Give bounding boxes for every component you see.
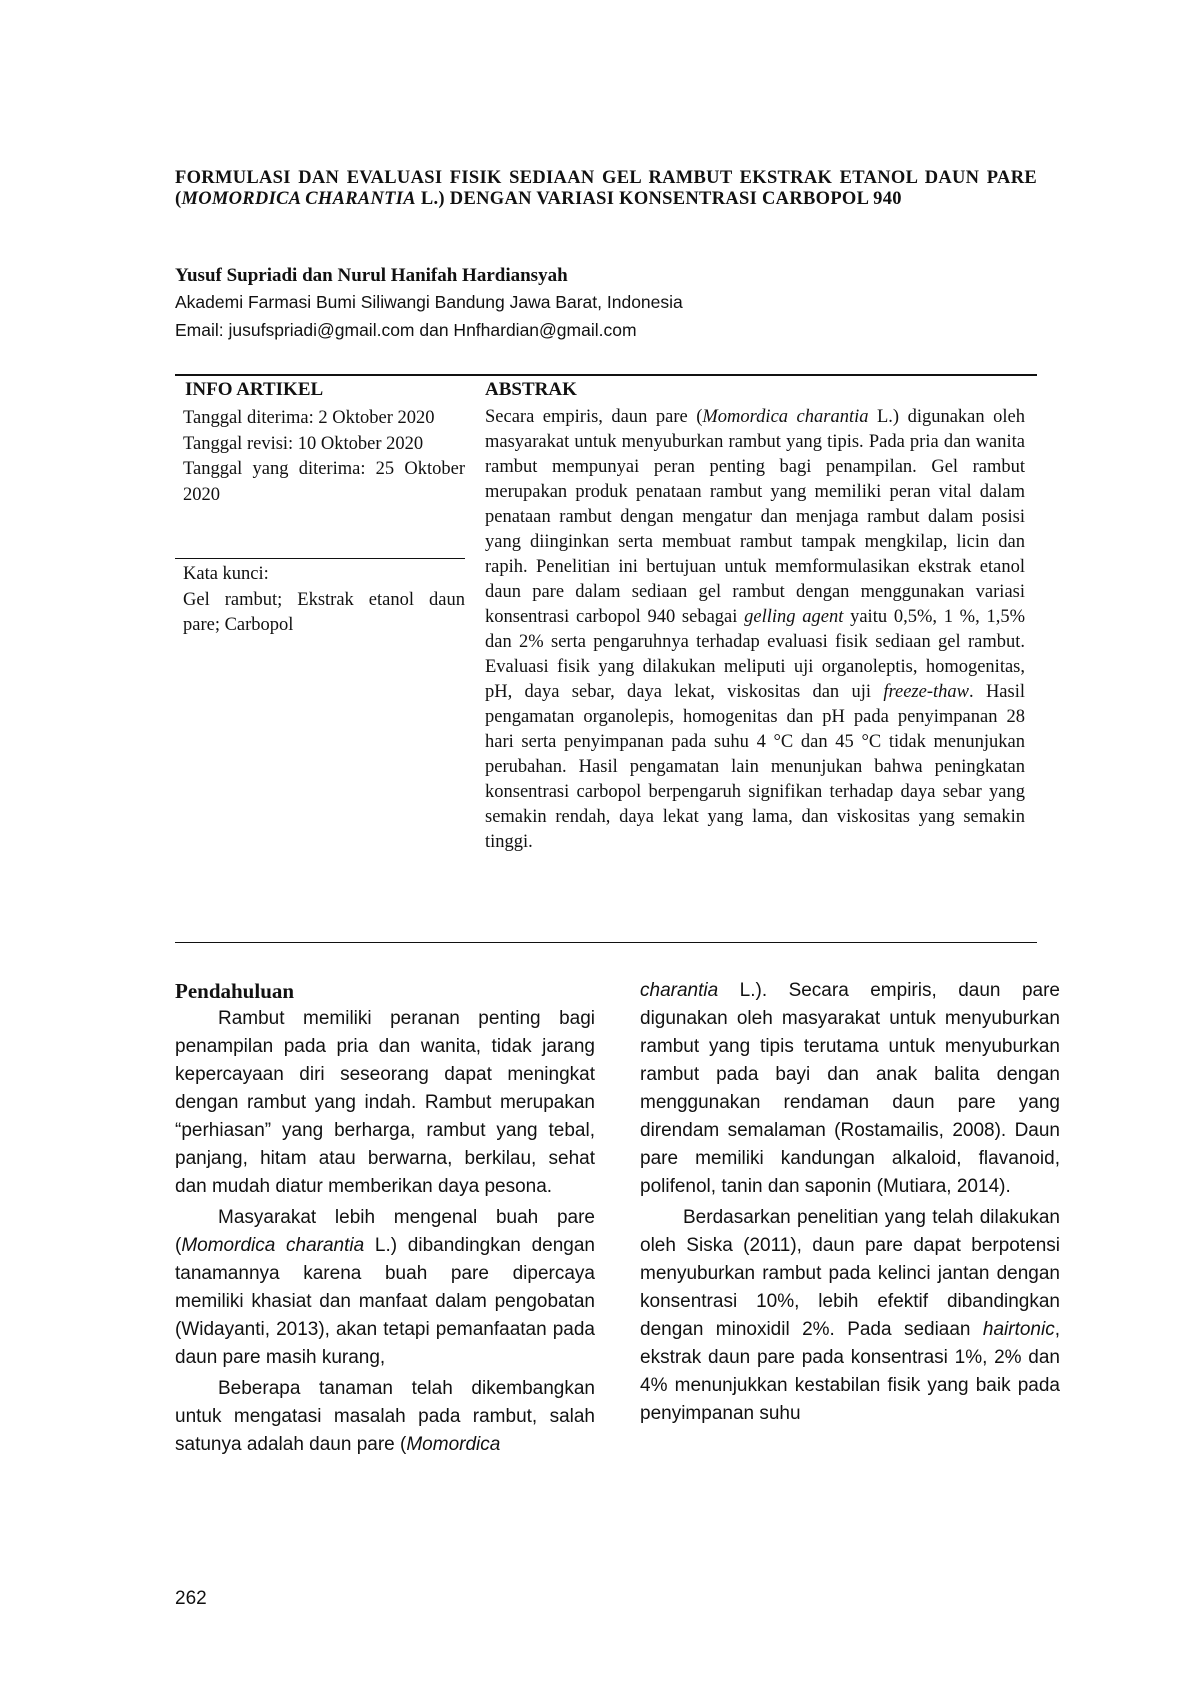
paragraph: Rambut memiliki peranan penting bagi penampilan pada pria dan wanita, tidak jarang kepercayaan diri seseorang dapat meningkat dengan rambut yang indah. Rambut merupakan “perhiasan” yang berharga, rambut yang tebal, panjang, hitam atau berwarna, berkilau, sehat dan mudah diatur memberikan daya pesona. [175, 1008, 595, 1197]
page-number: 262 [175, 1588, 207, 1609]
authors: Yusuf Supriadi dan Nurul Hanifah Hardiansyah [175, 265, 568, 286]
body-left-column [175, 977, 595, 1459]
received-date: Tanggal diterima: 2 Oktober 2020 [183, 408, 435, 428]
info-heading: INFO ARTIKEL [185, 379, 324, 400]
article-info [183, 406, 465, 508]
paragraph: Berdasarkan penelitian yang telah dilakukan oleh Siska (2011), daun pare dapat berpotensi menyuburkan rambut pada kelinci jantan dengan konsentrasi 10%, lebih efektif dibandingkan dengan minoxidil 2%. Pada sediaan hairtonic, ekstrak daun pare pada konsentrasi 1%, 2% dan 4% menunjukkan kestabilan fisik yang baik pada penyimpanan suhu [640, 1207, 1060, 1424]
email: Email: jusufspriadi@gmail.com dan Hnfhardian@gmail.com [175, 320, 637, 340]
accepted-date: Tanggal yang diterima: 25 Oktober 2020 [183, 459, 465, 505]
abstract-text: Secara empiris, daun pare (Momordica charantia L.) digunakan oleh masyarakat untuk menyuburkan rambut yang tipis. Pada pria dan wanita rambut mempunyai peran penting bagi penampilan. Gel rambut merupakan produk penataan rambut yang memiliki peran vital dalam penataan rambut dengan mengatur dan menjaga rambut dalam posisi yang diinginkan serta membuat rambut tampak mengkilap, licin dan rapih. Penelitian ini bertujuan untuk memformulasikan ekstrak etanol daun pare dalam sediaan gel rambut dengan menggunakan variasi konsentrasi carbopol 940 sebagai gelling agent yaitu 0,5%, 1 %, 1,5% dan 2% serta pengaruhnya terhadap evaluasi fisik sediaan gel rambut. Evaluasi fisik yang dilakukan meliputi uji organoleptis, homogenitas, pH, daya sebar, daya lekat, viskositas dan uji freeze-thaw. Hasil pengamatan organolepis, homogenitas dan pH pada penyimpanan 28 hari serta penyimpanan pada suhu 4 °C dan 45 °C tidak menunjukan perubahan. Hasil pengamatan lain menunjukan bahwa peningkatan konsentrasi carbopol berpengaruh signifikan terhadap daya sebar yang semakin rendah, daya lekat yang lama, dan viskositas yang semakin tinggi. [485, 407, 1026, 852]
keywords: Gel rambut; Ekstrak etanol daun pare; Carbopol [183, 589, 465, 635]
table-top-rule [175, 374, 1037, 376]
article-title: FORMULASI DAN EVALUASI FISIK SEDIAAN GEL RAMBUT EKSTRAK ETANOL DAUN PARE (MOMORDICA CHARANTIA L.) DENGAN VARIASI KONSENTRASI CARBOPOL 940 [175, 168, 1037, 209]
keywords-rule [175, 558, 465, 559]
body-right-column [640, 977, 1060, 1428]
affiliation: Akademi Farmasi Bumi Siliwangi Bandung Jawa Barat, Indonesia [175, 292, 683, 312]
keywords-label: Kata kunci: [183, 564, 269, 584]
table-bottom-rule [175, 942, 1037, 943]
revised-date: Tanggal revisi: 10 Oktober 2020 [183, 433, 424, 454]
paragraph: Beberapa tanaman telah dikembangkan untuk mengatasi masalah pada rambut, salah satunya adalah daun pare (Momordica [175, 1378, 595, 1455]
abstract-heading: ABSTRAK [485, 379, 577, 400]
paragraph: charantia L.). Secara empiris, daun pare digunakan oleh masyarakat untuk menyuburkan rambut yang tipis terutama untuk menyuburkan rambut pada bayi dan anak balita dengan menggunakan rendaman daun pare yang direndam semalaman (Rostamailis, 2008). Daun pare memiliki kandungan alkaloid, flavanoid, polifenol, tanin dan saponin (Mutiara, 2014). [640, 980, 1060, 1197]
section-title: Pendahuluan [175, 979, 295, 1003]
paragraph: Masyarakat lebih mengenal buah pare (Momordica charantia L.) dibandingkan dengan tanamannya karena buah pare dipercaya memiliki khasiat dan manfaat dalam pengobatan (Widayanti, 2013), akan tetapi pemanfaatan pada daun pare masih kurang, [175, 1207, 595, 1368]
keywords-block [183, 562, 465, 639]
